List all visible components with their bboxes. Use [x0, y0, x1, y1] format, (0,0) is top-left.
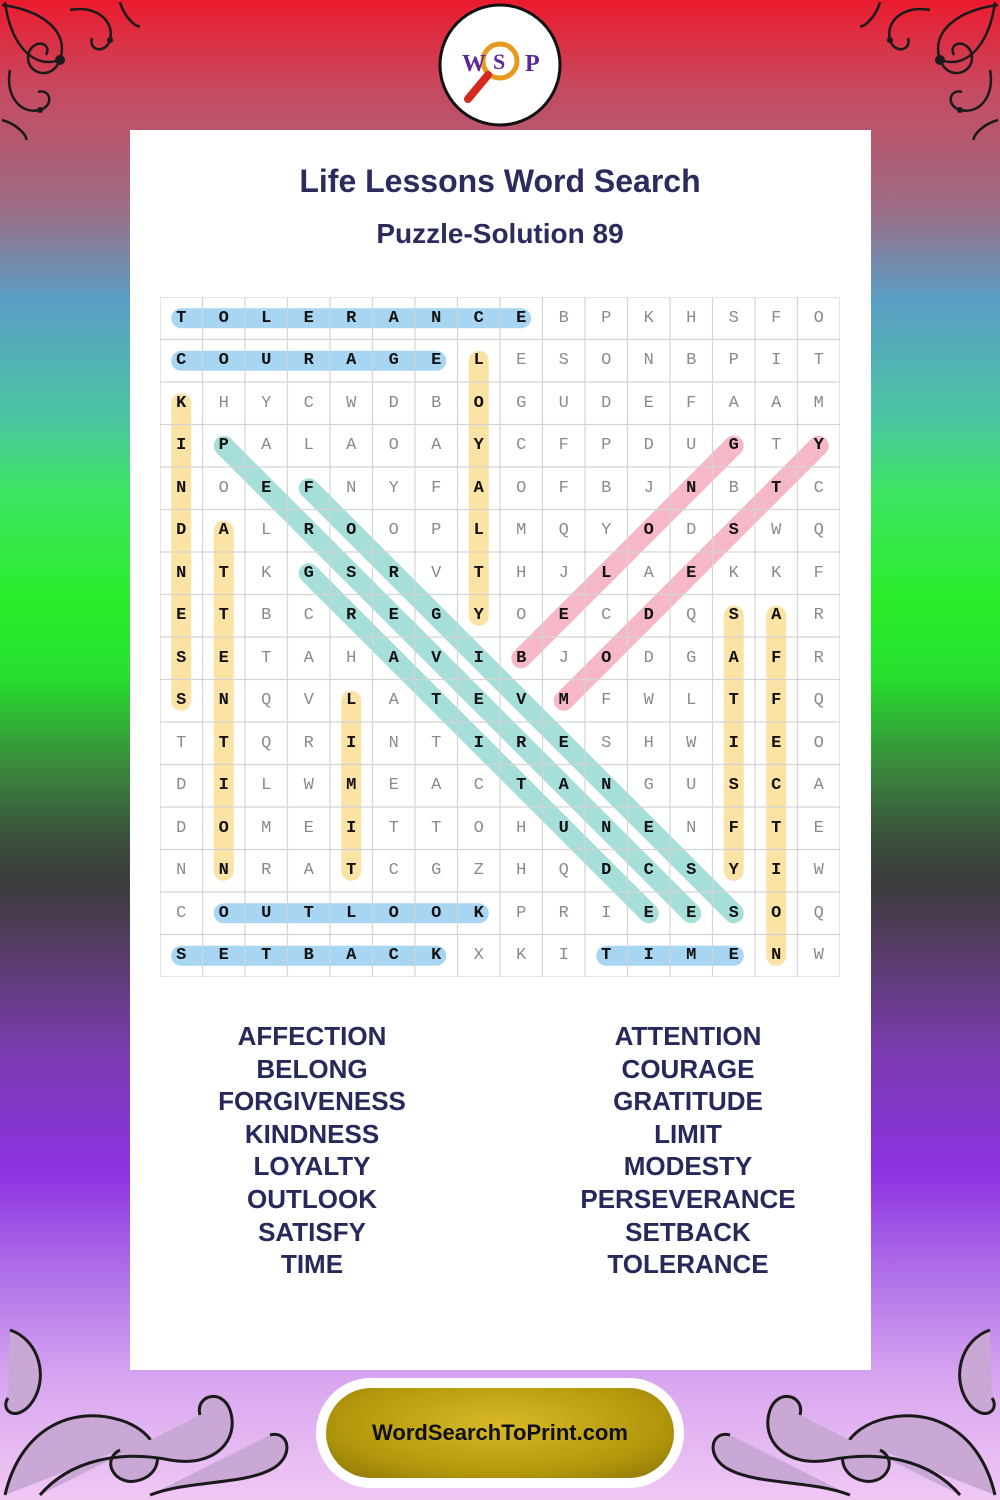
grid-cell: X: [473, 946, 484, 966]
word-list-left: [112, 1020, 512, 1281]
grid-cell: I: [346, 818, 357, 838]
grid-cell: E: [176, 606, 187, 626]
grid-cell: C: [303, 393, 314, 413]
grid-cell: S: [728, 308, 739, 328]
grid-cell: H: [516, 563, 527, 583]
grid-cell: C: [388, 861, 399, 881]
grid-cell: L: [303, 436, 314, 456]
grid-cell: R: [558, 903, 569, 923]
grid-cell: S: [728, 776, 739, 796]
grid-cell: D: [388, 393, 399, 413]
grid-cell: J: [558, 648, 569, 668]
word-list-item: BELONG: [256, 1053, 368, 1084]
grid-cell: O: [771, 903, 782, 923]
grid-cell: R: [303, 733, 314, 753]
grid-cell: A: [771, 393, 782, 413]
grid-cell: S: [686, 861, 697, 881]
grid-cell: O: [388, 521, 399, 541]
grid-cell: M: [813, 393, 824, 413]
grid-cell: S: [176, 648, 187, 668]
grid-cell: L: [261, 521, 272, 541]
grid-cell: T: [771, 818, 782, 838]
grid-cell: T: [218, 563, 229, 583]
grid-cell: L: [686, 691, 697, 711]
website-button[interactable]: [316, 1378, 684, 1488]
grid-cell: C: [601, 606, 612, 626]
grid-cell: G: [686, 648, 697, 668]
grid-cell: E: [218, 946, 229, 966]
grid-cell: B: [516, 648, 527, 668]
grid-cell: N: [346, 478, 357, 498]
word-list-right: [488, 1020, 888, 1281]
grid-cell: I: [771, 861, 782, 881]
grid-cell: S: [176, 946, 187, 966]
grid-cell: W: [813, 946, 824, 966]
corner-ornament-top-left: [0, 0, 140, 140]
word-list-item: MODESTY: [623, 1151, 753, 1182]
grid-cell: N: [176, 478, 187, 498]
grid-cell: S: [601, 733, 612, 753]
grid-cell: Y: [601, 521, 612, 541]
grid-cell: Q: [686, 606, 697, 626]
grid-cell: I: [558, 946, 569, 966]
grid-cell: T: [771, 436, 782, 456]
grid-cell: E: [643, 903, 654, 923]
grid-cell: B: [303, 946, 314, 966]
grid-cell: W: [346, 393, 357, 413]
word-list-item: FORGIVENESS: [218, 1086, 406, 1117]
grid-cell: E: [643, 393, 654, 413]
grid-cell: P: [431, 521, 442, 541]
grid-cell: U: [261, 351, 272, 371]
grid-cell: Q: [558, 861, 569, 881]
grid-cell: K: [728, 563, 739, 583]
grid-cell: F: [813, 563, 824, 583]
grid-cell: R: [346, 606, 357, 626]
grid-cell: T: [261, 648, 272, 668]
word-list-item: TOLERANCE: [607, 1249, 769, 1280]
grid-cell: T: [601, 946, 612, 966]
grid-cell: W: [643, 691, 654, 711]
grid-cell: A: [431, 776, 442, 796]
grid-cell: F: [686, 393, 697, 413]
grid-cell: D: [643, 606, 654, 626]
grid-cell: I: [176, 436, 187, 456]
grid-cell: U: [686, 776, 697, 796]
grid-cell: N: [176, 861, 187, 881]
grid-cell: K: [431, 946, 442, 966]
grid-cell: A: [388, 691, 399, 711]
grid-cell: H: [686, 308, 697, 328]
grid-cell: F: [771, 308, 782, 328]
grid-cell: A: [346, 436, 357, 456]
grid-cell: N: [686, 818, 697, 838]
grid-cell: E: [771, 733, 782, 753]
grid-cell: O: [346, 521, 357, 541]
grid-cell: H: [218, 393, 229, 413]
grid-cell: N: [218, 861, 229, 881]
grid-cell: C: [813, 478, 824, 498]
grid-cell: F: [771, 648, 782, 668]
grid-cell: N: [431, 308, 442, 328]
grid-cell: G: [431, 861, 442, 881]
grid-cell: G: [643, 776, 654, 796]
grid-cell: P: [601, 308, 612, 328]
grid-cell: S: [728, 521, 739, 541]
grid-cell: L: [346, 691, 357, 711]
grid-cell: I: [346, 733, 357, 753]
grid-cell: E: [431, 351, 442, 371]
grid-cell: E: [261, 478, 272, 498]
logo-letter-w: W: [462, 51, 486, 77]
grid-cell: A: [728, 393, 739, 413]
grid-cell: E: [388, 776, 399, 796]
grid-cell: E: [728, 946, 739, 966]
grid-cell: Y: [388, 478, 399, 498]
grid-cell: T: [431, 691, 442, 711]
grid-cell: A: [346, 946, 357, 966]
grid-cell: B: [431, 393, 442, 413]
grid-cell: C: [388, 946, 399, 966]
grid-cell: E: [388, 606, 399, 626]
grid-cell: H: [346, 648, 357, 668]
word-list-item: LIMIT: [654, 1118, 722, 1149]
word-search-grid: [160, 297, 840, 977]
grid-cell: S: [346, 563, 357, 583]
grid-cell: M: [516, 521, 527, 541]
grid-cell: V: [431, 648, 442, 668]
grid-cell: N: [686, 478, 697, 498]
grid-cell: Y: [813, 436, 824, 456]
grid-cell: T: [303, 903, 314, 923]
grid-cell: A: [813, 776, 824, 796]
grid-cell: E: [516, 308, 527, 328]
grid-cell: M: [261, 818, 272, 838]
word-list-item: KINDNESS: [244, 1118, 380, 1149]
grid-cell: V: [303, 691, 314, 711]
grid-cell: A: [303, 861, 314, 881]
grid-cell: O: [218, 351, 229, 371]
grid-cell: V: [516, 691, 527, 711]
grid-cell: L: [346, 903, 357, 923]
grid-cell: O: [601, 648, 612, 668]
grid-cell: N: [388, 733, 399, 753]
grid-cell: L: [473, 351, 484, 371]
grid-cell: O: [813, 733, 824, 753]
grid-cell: F: [728, 818, 739, 838]
grid-cell: K: [261, 563, 272, 583]
grid-cell: Z: [473, 861, 484, 881]
puzzle-title: Life Lessons Word Search: [299, 163, 701, 199]
grid-cell: T: [261, 946, 272, 966]
grid-cell: E: [473, 691, 484, 711]
grid-cell: B: [261, 606, 272, 626]
word-list-item: ATTENTION: [614, 1021, 762, 1051]
grid-cell: F: [771, 691, 782, 711]
grid-cell: R: [813, 648, 824, 668]
grid-cell: Y: [473, 436, 484, 456]
word-list-item: PERSEVERANCE: [580, 1183, 796, 1214]
grid-cell: M: [558, 691, 569, 711]
grid-cell: T: [771, 478, 782, 498]
grid-cell: A: [218, 521, 229, 541]
grid-cell: Q: [558, 521, 569, 541]
grid-cell: L: [261, 308, 272, 328]
grid-cell: O: [473, 393, 484, 413]
word-list-item: COURAGE: [621, 1053, 755, 1084]
grid-cell: O: [388, 436, 399, 456]
grid-cell: I: [473, 733, 484, 753]
grid-cell: P: [516, 903, 527, 923]
grid-cell: D: [601, 393, 612, 413]
grid-cell: M: [346, 776, 357, 796]
grid-cell: P: [601, 436, 612, 456]
grid-cell: Q: [261, 691, 272, 711]
word-list-item: SATISFY: [258, 1216, 366, 1247]
grid-cell: N: [176, 563, 187, 583]
grid-cell: E: [813, 818, 824, 838]
word-list-item: LOYALTY: [253, 1151, 371, 1182]
grid-cell: L: [261, 776, 272, 796]
grid-cell: I: [601, 903, 612, 923]
grid-cell: C: [516, 436, 527, 456]
grid-cell: E: [516, 351, 527, 371]
grid-cell: T: [431, 733, 442, 753]
grid-cell: K: [176, 393, 187, 413]
grid-cell: L: [601, 563, 612, 583]
grid-cell: A: [388, 308, 399, 328]
grid-cell: U: [261, 903, 272, 923]
grid-cell: O: [643, 521, 654, 541]
grid-cell: D: [176, 818, 187, 838]
grid-cell: M: [686, 946, 697, 966]
word-list-item: TIME: [280, 1249, 344, 1280]
grid-cell: T: [218, 606, 229, 626]
grid-cell: Q: [813, 903, 824, 923]
grid-cell: V: [431, 563, 442, 583]
website-label: WordSearchToPrint.com: [372, 1420, 628, 1445]
grid-cell: Y: [473, 606, 484, 626]
grid-cell: K: [473, 903, 484, 923]
grid-cell: F: [431, 478, 442, 498]
grid-cell: K: [643, 308, 654, 328]
grid-cell: O: [388, 903, 399, 923]
grid-cell: A: [431, 436, 442, 456]
grid-cell: U: [558, 393, 569, 413]
grid-cell: W: [303, 776, 314, 796]
grid-cell: A: [728, 648, 739, 668]
grid-cell: U: [686, 436, 697, 456]
grid-cell: G: [728, 436, 739, 456]
grid-cell: F: [558, 478, 569, 498]
grid-cell: R: [303, 521, 314, 541]
grid-cell: R: [813, 606, 824, 626]
grid-cell: O: [813, 308, 824, 328]
word-list-item: GRATITUDE: [613, 1086, 763, 1117]
grid-cell: E: [686, 903, 697, 923]
grid-cell: K: [516, 946, 527, 966]
grid-cell: G: [516, 393, 527, 413]
grid-cell: N: [218, 691, 229, 711]
grid-cell: J: [643, 478, 654, 498]
grid-cell: P: [728, 351, 739, 371]
grid-cell: N: [601, 818, 612, 838]
grid-cell: I: [771, 351, 782, 371]
grid-cell: T: [176, 733, 187, 753]
grid-cell: C: [643, 861, 654, 881]
grid-cell: C: [176, 351, 187, 371]
grid-cell: T: [176, 308, 187, 328]
grid-cell: T: [346, 861, 357, 881]
logo-letter-p: P: [525, 51, 540, 77]
grid-cell: W: [686, 733, 697, 753]
grid-cell: I: [643, 946, 654, 966]
grid-cell: E: [558, 606, 569, 626]
grid-cell: N: [601, 776, 612, 796]
grid-cell: E: [218, 648, 229, 668]
grid-cell: F: [303, 478, 314, 498]
grid-cell: T: [813, 351, 824, 371]
grid-cell: A: [388, 648, 399, 668]
grid-cell: Y: [261, 393, 272, 413]
grid-cell: I: [218, 776, 229, 796]
grid-cell: B: [601, 478, 612, 498]
grid-cell: A: [303, 648, 314, 668]
grid-cell: J: [558, 563, 569, 583]
grid-cell: Q: [813, 691, 824, 711]
grid-cell: A: [771, 606, 782, 626]
grid-cell: N: [771, 946, 782, 966]
grid-cell: A: [473, 478, 484, 498]
grid-cell: D: [643, 648, 654, 668]
grid-cell: D: [176, 776, 187, 796]
grid-cell: T: [218, 733, 229, 753]
grid-cell: Y: [728, 861, 739, 881]
grid-cell: C: [473, 776, 484, 796]
grid-cell: U: [558, 818, 569, 838]
grid-cell: H: [643, 733, 654, 753]
grid-cell: I: [473, 648, 484, 668]
grid-cell: D: [601, 861, 612, 881]
word-list-item: OUTLOOK: [247, 1183, 377, 1214]
grid-cell: R: [516, 733, 527, 753]
word-list-item: SETBACK: [625, 1216, 751, 1247]
grid-cell: O: [516, 478, 527, 498]
grid-cell: F: [601, 691, 612, 711]
grid-cell: O: [431, 903, 442, 923]
grid-cell: T: [728, 691, 739, 711]
word-list-item: AFFECTION: [237, 1021, 387, 1051]
grid-cell: L: [473, 521, 484, 541]
grid-cell: G: [388, 351, 399, 371]
grid-cell: B: [558, 308, 569, 328]
grid-cell: R: [303, 351, 314, 371]
grid-cell: D: [643, 436, 654, 456]
grid-cell: T: [516, 776, 527, 796]
wsp-logo: [438, 3, 562, 127]
corner-ornament-top-right: [860, 0, 1000, 140]
grid-cell: A: [643, 563, 654, 583]
grid-cell: O: [218, 818, 229, 838]
grid-cell: P: [218, 436, 229, 456]
grid-cell: H: [516, 861, 527, 881]
grid-cell: W: [813, 861, 824, 881]
grid-cell: E: [303, 818, 314, 838]
grid-cell: O: [218, 478, 229, 498]
grid-cell: B: [728, 478, 739, 498]
grid-cell: O: [601, 351, 612, 371]
grid-cell: R: [346, 308, 357, 328]
grid-cell: E: [643, 818, 654, 838]
grid-cell: R: [261, 861, 272, 881]
grid-cell: A: [346, 351, 357, 371]
grid-cell: A: [558, 776, 569, 796]
grid-cell: T: [431, 818, 442, 838]
grid-cell: O: [473, 818, 484, 838]
grid-cell: C: [176, 903, 187, 923]
grid-cell: R: [388, 563, 399, 583]
grid-cell: S: [176, 691, 187, 711]
grid-cell: Q: [813, 521, 824, 541]
puzzle-subtitle: Puzzle-Solution 89: [376, 218, 624, 249]
grid-cell: S: [728, 606, 739, 626]
grid-cell: G: [431, 606, 442, 626]
grid-cell: D: [686, 521, 697, 541]
grid-cell: O: [218, 903, 229, 923]
grid-cell: S: [558, 351, 569, 371]
grid-cell: E: [303, 308, 314, 328]
logo-letter-s: S: [493, 49, 506, 74]
grid-cell: B: [686, 351, 697, 371]
grid-cell: C: [473, 308, 484, 328]
grid-cell: C: [303, 606, 314, 626]
grid-cell: O: [516, 606, 527, 626]
grid-cell: Q: [261, 733, 272, 753]
grid-cell: O: [218, 308, 229, 328]
grid-cell: S: [728, 903, 739, 923]
grid-cell: D: [176, 521, 187, 541]
grid-cell: E: [558, 733, 569, 753]
grid-cell: F: [558, 436, 569, 456]
grid-cell: T: [473, 563, 484, 583]
grid-cell: E: [686, 563, 697, 583]
grid-cell: W: [771, 521, 782, 541]
grid-cell: K: [771, 563, 782, 583]
grid-cell: H: [516, 818, 527, 838]
grid-cell: N: [643, 351, 654, 371]
grid-cell: C: [771, 776, 782, 796]
grid-cell: I: [728, 733, 739, 753]
grid-cell: T: [388, 818, 399, 838]
grid-cell: G: [303, 563, 314, 583]
grid-cell: A: [261, 436, 272, 456]
